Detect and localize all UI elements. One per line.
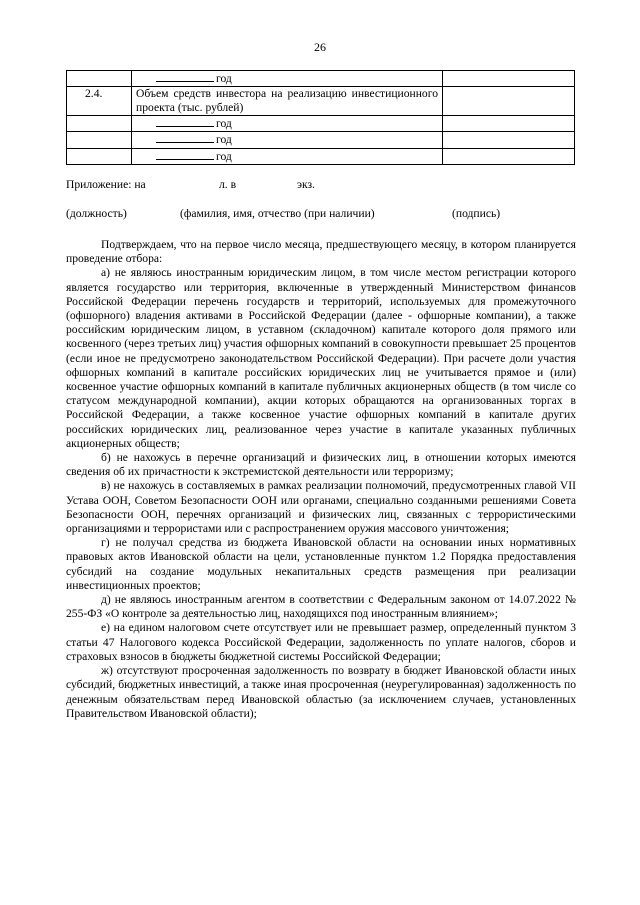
form-table <box>66 70 575 165</box>
page-number: 26 <box>314 40 326 54</box>
blank-line <box>156 71 214 82</box>
clause-a: а) не являюсь иностранным юридическим лицом, в том числе местом регистрации которого является государство или территория, включенные в утвержденный Министерством финансов Российской Федерации перечень государств и территорий, используемых для промежуточного (офшорного) владения активами в Российской Федерации (далее - офшорные компании), а также российским юридическим лицом, в уставном (складочном) капитале которого доля прямого или косвенного (через третьих лиц) участия офшорных компаний в совокупности превышает 25 процентов (если иное не предусмотрено законодательством Российской Федерации). При расчете доли участия офшорных компаний в капитале российских юридических лиц не учитывается прямое и (или) косвенное участие офшорных компаний в капитале публичных акционерных обществ (в том числе со статусом международной компании), акции которых обращаются на организованных торгах в Российской Федерации, а также косвенное участие офшорных компаний в капитале других российских юридических лиц, реализованное через участие в капитале указанных публичных акционерных обществ; <box>66 266 576 450</box>
year-cell: год <box>132 116 443 132</box>
blank-line <box>156 132 214 143</box>
year-cell: год <box>132 132 443 148</box>
signature-line <box>66 207 576 223</box>
value-cell <box>443 87 575 116</box>
table-row <box>67 148 575 164</box>
attachment-label: Приложение: на <box>66 178 146 191</box>
attachment-line <box>66 178 576 194</box>
clause-c: в) не нахожусь в составляемых в рамках реализации полномочий, предусмотренных главой VII Устава ООН, Советом Безопасности ООН или органами, специально созданными решениями Совета Безопасности ООН, перечнях организаций и физических лиц, связанных с террористическими организациями и террористами или с распространением оружия массового уничтожения; <box>66 479 576 536</box>
table-row <box>67 87 575 116</box>
blank-line <box>156 149 214 160</box>
row-number-cell <box>67 71 132 87</box>
blank-line <box>156 116 214 127</box>
table-row <box>67 116 575 132</box>
value-cell <box>443 132 575 148</box>
table-row <box>67 71 575 87</box>
year-cell: год <box>132 71 443 87</box>
row-number-cell <box>67 132 132 148</box>
signature-caption: (подпись) <box>452 207 501 220</box>
attachment-copies: экз. <box>297 178 315 191</box>
value-cell <box>443 116 575 132</box>
row-number-cell: 2.4. <box>67 87 132 116</box>
row-number-cell <box>67 116 132 132</box>
intro-paragraph: Подтверждаем, что на первое число месяца, предшествующего месяцу, в котором планируется проведение отбора: <box>66 238 576 266</box>
clause-g: ж) отсутствуют просроченная задолженность по возврату в бюджет Ивановской области иных субсидий, бюджетных инвестиций, а также иная просроченная (неурегулированная) задолженность по денежным обязательствам перед Ивановской областью (за исключением случаев, установленных Правительством Ивановской области); <box>66 664 576 720</box>
table-row <box>67 132 575 148</box>
clause-f: е) на едином налоговом счете отсутствует или не превышает размер, определенный пунктом 3 статьи 47 Налогового кодекса Российской Федерации, задолженность по уплате налогов, сборов и страховых взносов в бюджеты бюджетной системы Российской Федерации; <box>66 621 576 663</box>
value-cell <box>443 71 575 87</box>
clause-d: г) не получал средства из бюджета Ивановской области на основании иных нормативных правовых актов Ивановской области на цели, установленные пунктом 1.2 Порядка предоставления субсидий на создание модульных некапитальных средств размещения при реализации инвестиционных проектов; <box>66 536 576 592</box>
clause-e: д) не являюсь иностранным агентом в соответствии с Федеральным законом от 14.07.2022 № 255-ФЗ «О контроле за деятельностью лиц, находящихся под иностранным влиянием»; <box>66 593 576 621</box>
row-number-cell <box>67 148 132 164</box>
position-caption: (должность) <box>66 207 127 220</box>
attachment-sheets: л. в <box>219 178 237 191</box>
body-text <box>66 238 576 721</box>
value-cell <box>443 148 575 164</box>
year-cell: год <box>132 148 443 164</box>
name-caption: (фамилия, имя, отчество (при наличии) <box>180 207 375 220</box>
item-description-cell: Объем средств инвестора на реализацию инвестиционного проекта (тыс. рублей) <box>132 87 443 116</box>
clause-b: б) не нахожусь в перечне организаций и физических лиц, в отношении которых имеются сведения об их причастности к экстремистской деятельности или терроризму; <box>66 451 576 479</box>
